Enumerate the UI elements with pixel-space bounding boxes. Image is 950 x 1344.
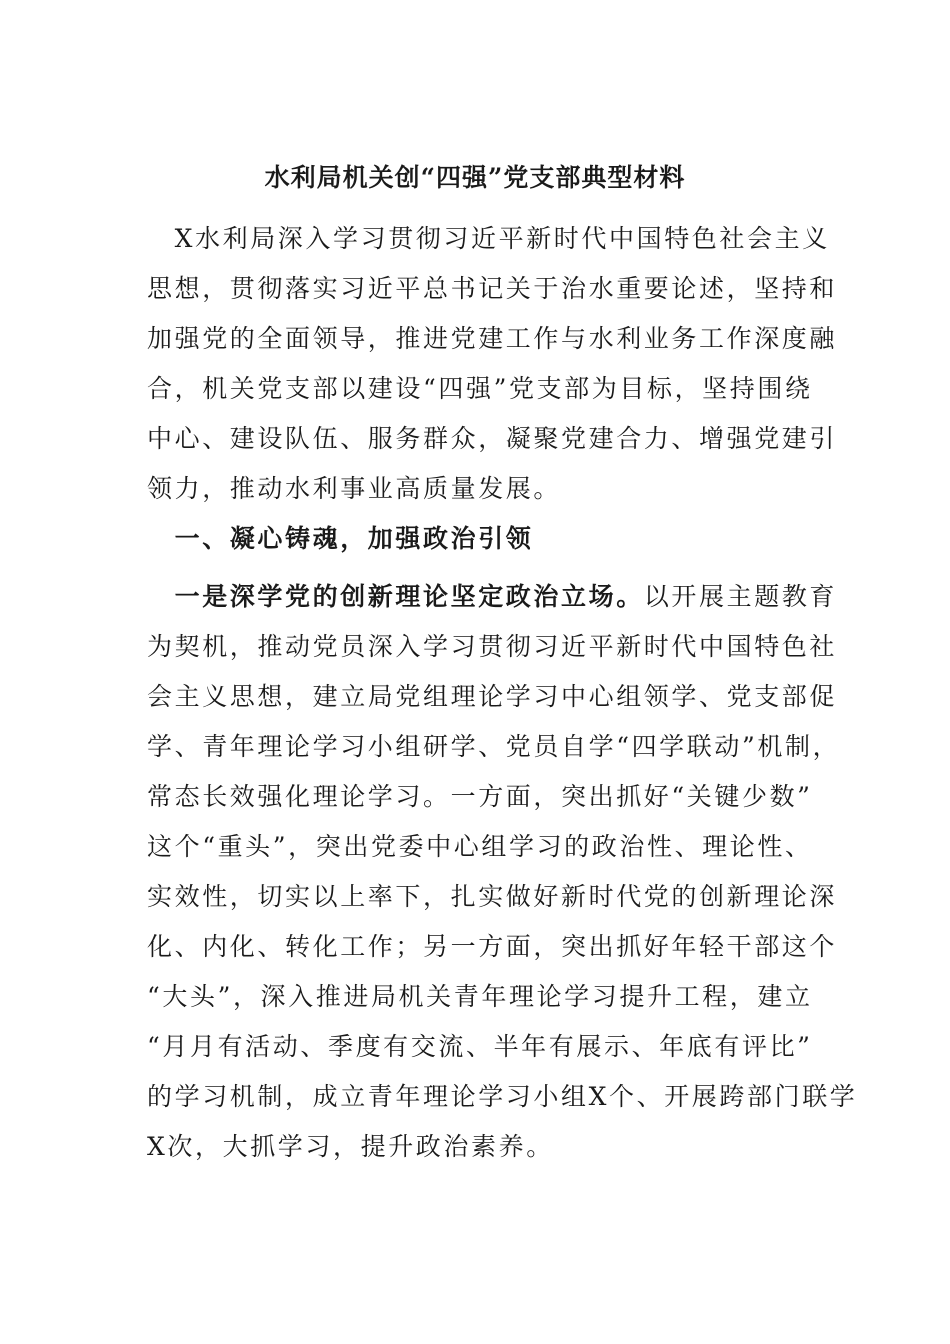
point-line: 为契机，推动党员深入学习贯彻习近平新时代中国特色社 — [147, 632, 838, 661]
point-line: 这个“重头”，突出党委中心组学习的政治性、理论性、 — [147, 832, 813, 861]
point-line: X次，大抓学习，提升政治素养。 — [147, 1132, 554, 1161]
point-line: “月月有活动、季度有交流、半年有展示、年底有评比” — [147, 1032, 813, 1061]
point-line: 实效性，切实以上率下，扎实做好新时代党的创新理论深 — [147, 882, 838, 911]
point-line: 常态长效强化理论学习。一方面，突出抓好“关键少数” — [147, 782, 813, 811]
point-line: 会主义思想，建立局党组理论学习中心组领学、党支部促 — [147, 682, 838, 711]
intro-line: 思想，贯彻落实习近平总书记关于治水重要论述，坚持和 — [147, 274, 838, 303]
intro-line: 加强党的全面领导，推进党建工作与水利业务工作深度融 — [147, 324, 838, 353]
point-line: 化、内化、转化工作；另一方面，突出抓好年轻干部这个 — [147, 932, 838, 961]
section-heading: 一、凝心铸魂，加强政治引领 — [147, 524, 534, 553]
intro-line: 领力，推动水利事业高质量发展。 — [147, 474, 562, 503]
point-lead-rest: 以开展主题教育 — [643, 582, 838, 611]
point-line: 学、青年理论学习小组研学、党员自学“四学联动”机制， — [147, 732, 841, 761]
point-line: 的学习机制，成立青年理论学习小组X个、开展跨部门联学 — [147, 1082, 858, 1111]
point-first-line — [147, 580, 837, 614]
document-title: 水利局机关创“四强”党支部典型材料 — [264, 163, 686, 192]
intro-line: 中心、建设队伍、服务群众，凝聚党建合力、增强党建引 — [147, 424, 838, 453]
point-lead: 一是深学党的创新理论坚定政治立场。 — [147, 582, 644, 611]
point-line: “大头”，深入推进局机关青年理论学习提升工程，建立 — [147, 982, 813, 1011]
intro-line: 合，机关党支部以建设“四强”党支部为目标，坚持围绕 — [147, 374, 813, 403]
intro-line: X水利局深入学习贯彻习近平新时代中国特色社会主义 — [147, 224, 830, 253]
